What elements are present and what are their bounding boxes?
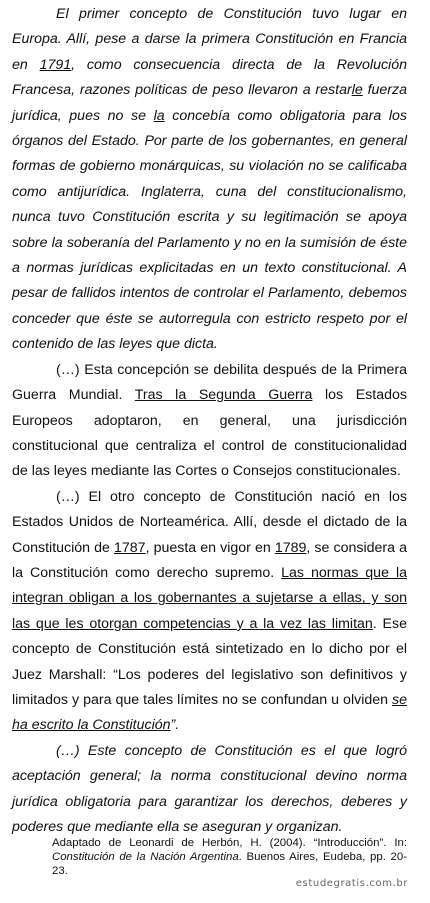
p3-underlined-sentence: Las normas que la integran obligan a los gobernantes a sujetarse a ellas, y son las que les otorgan competencias y a la vez las limitan — [12, 564, 407, 632]
paragraph-3 — [12, 485, 407, 739]
p3-text-e: ”. — [170, 717, 180, 734]
p4-text: (…) Este concepto de Constitución es el que logró aceptación general; la norma constitucional devino norma jurídica obligatoria para garantizar los derechos, deberes y poderes que mediante ella se aseguran y organizan. — [12, 742, 407, 835]
p1-text-b: , como consecuencia directa de la Revolución Francesa, razones políticas de peso llevaron a restar — [12, 56, 407, 99]
p3-text-b: , puesta en vigor en — [145, 539, 275, 556]
p2-text-b: los Estados Europeos adoptaron, en general, una jurisdicción constitucional que centraliza el control de constitucionalidad de las leyes mediante las Cortes o Consejos constitucionales. — [12, 387, 407, 480]
p1-le-underlined: le — [351, 82, 363, 99]
citation-text-a: Adaptado de Leonardi de Herbón, H. (2004). “Introducción”. In: — [52, 837, 407, 849]
p1-la-underlined: la — [153, 107, 165, 124]
p3-text-d: . Ese concepto de Constitución está sintetizado en lo dicho por el Juez Marshall: “Los poderes del legislativo son definitivos y limitados y para que tales límites no se confundan u olviden — [12, 615, 407, 708]
paragraph-1 — [12, 2, 407, 358]
p1-text-c: fuerza jurídica, pues no se — [12, 82, 407, 124]
paragraph-2 — [12, 358, 407, 485]
citation-text-b: . Buenos Aires, Eudeba, pp. 20-23. — [52, 851, 408, 877]
watermark: estudegratis.com.br — [295, 878, 408, 889]
p1-year-underlined: 1791 — [39, 56, 72, 73]
p3-year-1787: 1787 — [114, 539, 146, 556]
p1-text-a: El primer concepto de Constitución tuvo lugar en Europa. Allí, pese a darse la primera Constitución en Francia en — [12, 6, 407, 73]
p1-text-d: concebía como obligatoria para los órganos del Estado. Por parte de los gobernantes, en general formas de gobierno monárquicas, su violación no se calificaba como antijurídica. Inglaterra, cuna del constitucionalismo, nunca tuvo Constitución escrita y su legitimación se apoya sobre la soberanía del Parlamento y no en la sumisión de éste a normas jurídicas explicitadas en un texto constitucional. A pesar de fallidos intentos de controlar el Parlamento, debemos conceder que éste se autorregula con estricto respeto por el contenido de las leyes que dicta. — [12, 107, 407, 353]
source-citation — [52, 836, 407, 878]
p3-year-1789: 1789 — [274, 539, 307, 556]
p2-underlined: Tras la Segunda Guerra — [134, 387, 313, 404]
document-body — [12, 2, 407, 840]
p3-text-a: (…) El otro concepto de Constitución nació en los Estados Unidos de Norteamérica. Allí, desde el dictado de la Constitución de — [12, 488, 407, 556]
p3-text-c: , se considera a la Constitución como derecho supremo. — [12, 539, 407, 581]
p2-text-a: (…) Esta concepción se debilita después de la Primera Guerra Mundial. — [12, 361, 407, 404]
paragraph-4 — [12, 739, 407, 841]
p3-underlined-quote: se ha escrito la Constitución — [12, 691, 407, 734]
citation-book-title: Constitución de la Nación Argentina — [52, 851, 239, 863]
